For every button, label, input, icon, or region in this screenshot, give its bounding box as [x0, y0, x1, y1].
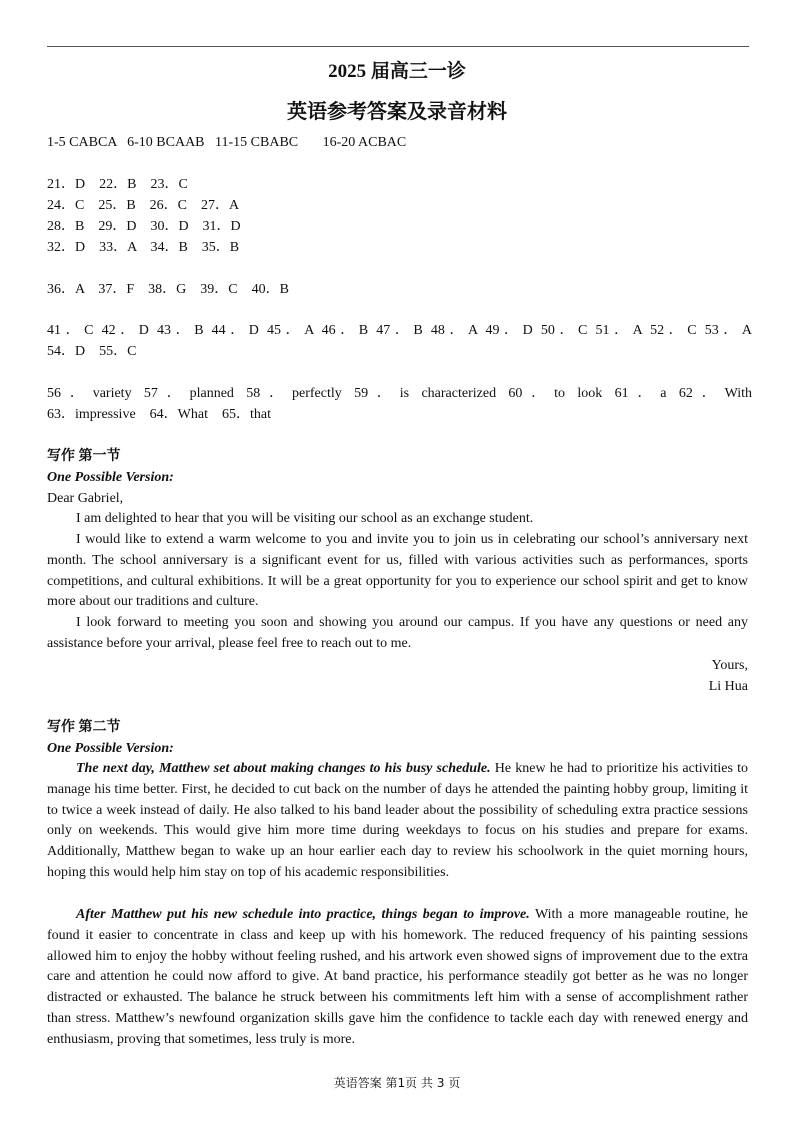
- reading-answers-row: 32．D 33．A 34．B 35．B: [47, 240, 240, 255]
- listening-answers: 1-5 CABCA 6-10 BCAAB 11-15 CBABC 16-20 ACBAC: [47, 135, 407, 150]
- paragraph-lead-sentence: The next day, Matthew set about making changes to his busy schedule.: [76, 761, 491, 776]
- writing1-heading: 写作 第一节: [47, 449, 121, 464]
- page-footer: 英语答案 第1页 共 3 页: [333, 1076, 461, 1090]
- paragraph-body: He knew he had to prioritize his activities to manage his time better. First, he decided to cut back on the number of days he attended the painting hobby group, limiting it to twice a week instead of daily. He also talked to his band leader about the possibility of scheduling extra practice sessions only on weekends. This would give him more time during weekdays to focus on his studies and prepare for exams. Additionally, Matthew began to wake up an hour earlier each day to review his schoolwork in the quiet morning hours, hoping this would help him stay on top of his academic responsibilities.: [47, 761, 748, 880]
- paragraph-body: With a more manageable routine, he found it easier to concentrate in class and keep up with his homework. The reduced frequency of his painting sessions allowed him to enjoy the hobby without feeling rushed, and his artwork even showed signs of improvement due to the extra care and attention he could now afford to give. At band practice, his performance steadily got better as he was no longer distracted or exhausted. The balance he struck between his commitments left him with a sense of accomplishment rather than stress. Matthew’s newfound organization skills gave him the confidence to tackle each day with renewed energy and enthusiasm, proving that sometimes, less truly is more.: [47, 907, 748, 1047]
- seven-choose-five-answers: 36．A 37．F 38．G 39．C 40．B: [47, 282, 289, 297]
- letter-paragraph: I would like to extend a warm welcome to you and invite you to join us in celebrating our school’s anniversary next month. The school anniversary is a significant event for us, filled with various activities such as performances, sports competitions, and cultural exhibitions. It will be a great opportunity for you to experience our school spirit and get to know more about our traditions and culture.: [47, 532, 748, 610]
- continuation-paragraph-1: [47, 759, 748, 884]
- continuation-paragraph-2: [47, 905, 748, 1051]
- answer-key-title: 英语参考答案及录音材料: [287, 101, 507, 123]
- writing1-version-label: One Possible Version:: [47, 470, 174, 485]
- writing2-version-label: One Possible Version:: [47, 741, 174, 756]
- cloze-answers-row: 41．C 42．D 43．B 44．D 45．A 46．B 47．B 48．A 49．D 50．C 51．A 52．C 53．A: [47, 323, 752, 338]
- reading-answers-row: 28．B 29．D 30．D 31．D: [47, 219, 241, 234]
- letter-signature: Li Hua: [708, 679, 748, 694]
- writing2-heading: 写作 第二节: [47, 720, 121, 735]
- grammar-answers-row: 56．variety 57．planned 58．perfectly 59．is characterized 60．to look 61．a 62．With: [47, 386, 752, 401]
- reading-answers-row: 21．D 22．B 23．C: [47, 177, 188, 192]
- exam-title: 2025 届高三一诊: [328, 61, 466, 82]
- letter-paragraph: I am delighted to hear that you will be visiting our school as an exchange student.: [76, 511, 534, 526]
- grammar-answers-row: 63．impressive 64．What 65．that: [47, 407, 271, 422]
- cloze-answers-row: 54．D 55．C: [47, 344, 137, 359]
- letter-closing: Yours,: [711, 658, 748, 673]
- header-rule: [47, 46, 749, 47]
- letter-salutation: Dear Gabriel,: [47, 491, 124, 506]
- letter-paragraph: I look forward to meeting you soon and showing you around our campus. If you have any questions or need any assistance before your arrival, please feel free to reach out to me.: [47, 615, 748, 651]
- reading-answers-row: 24．C 25．B 26．C 27．A: [47, 198, 240, 213]
- paragraph-lead-sentence: After Matthew put his new schedule into practice, things began to improve.: [76, 907, 530, 922]
